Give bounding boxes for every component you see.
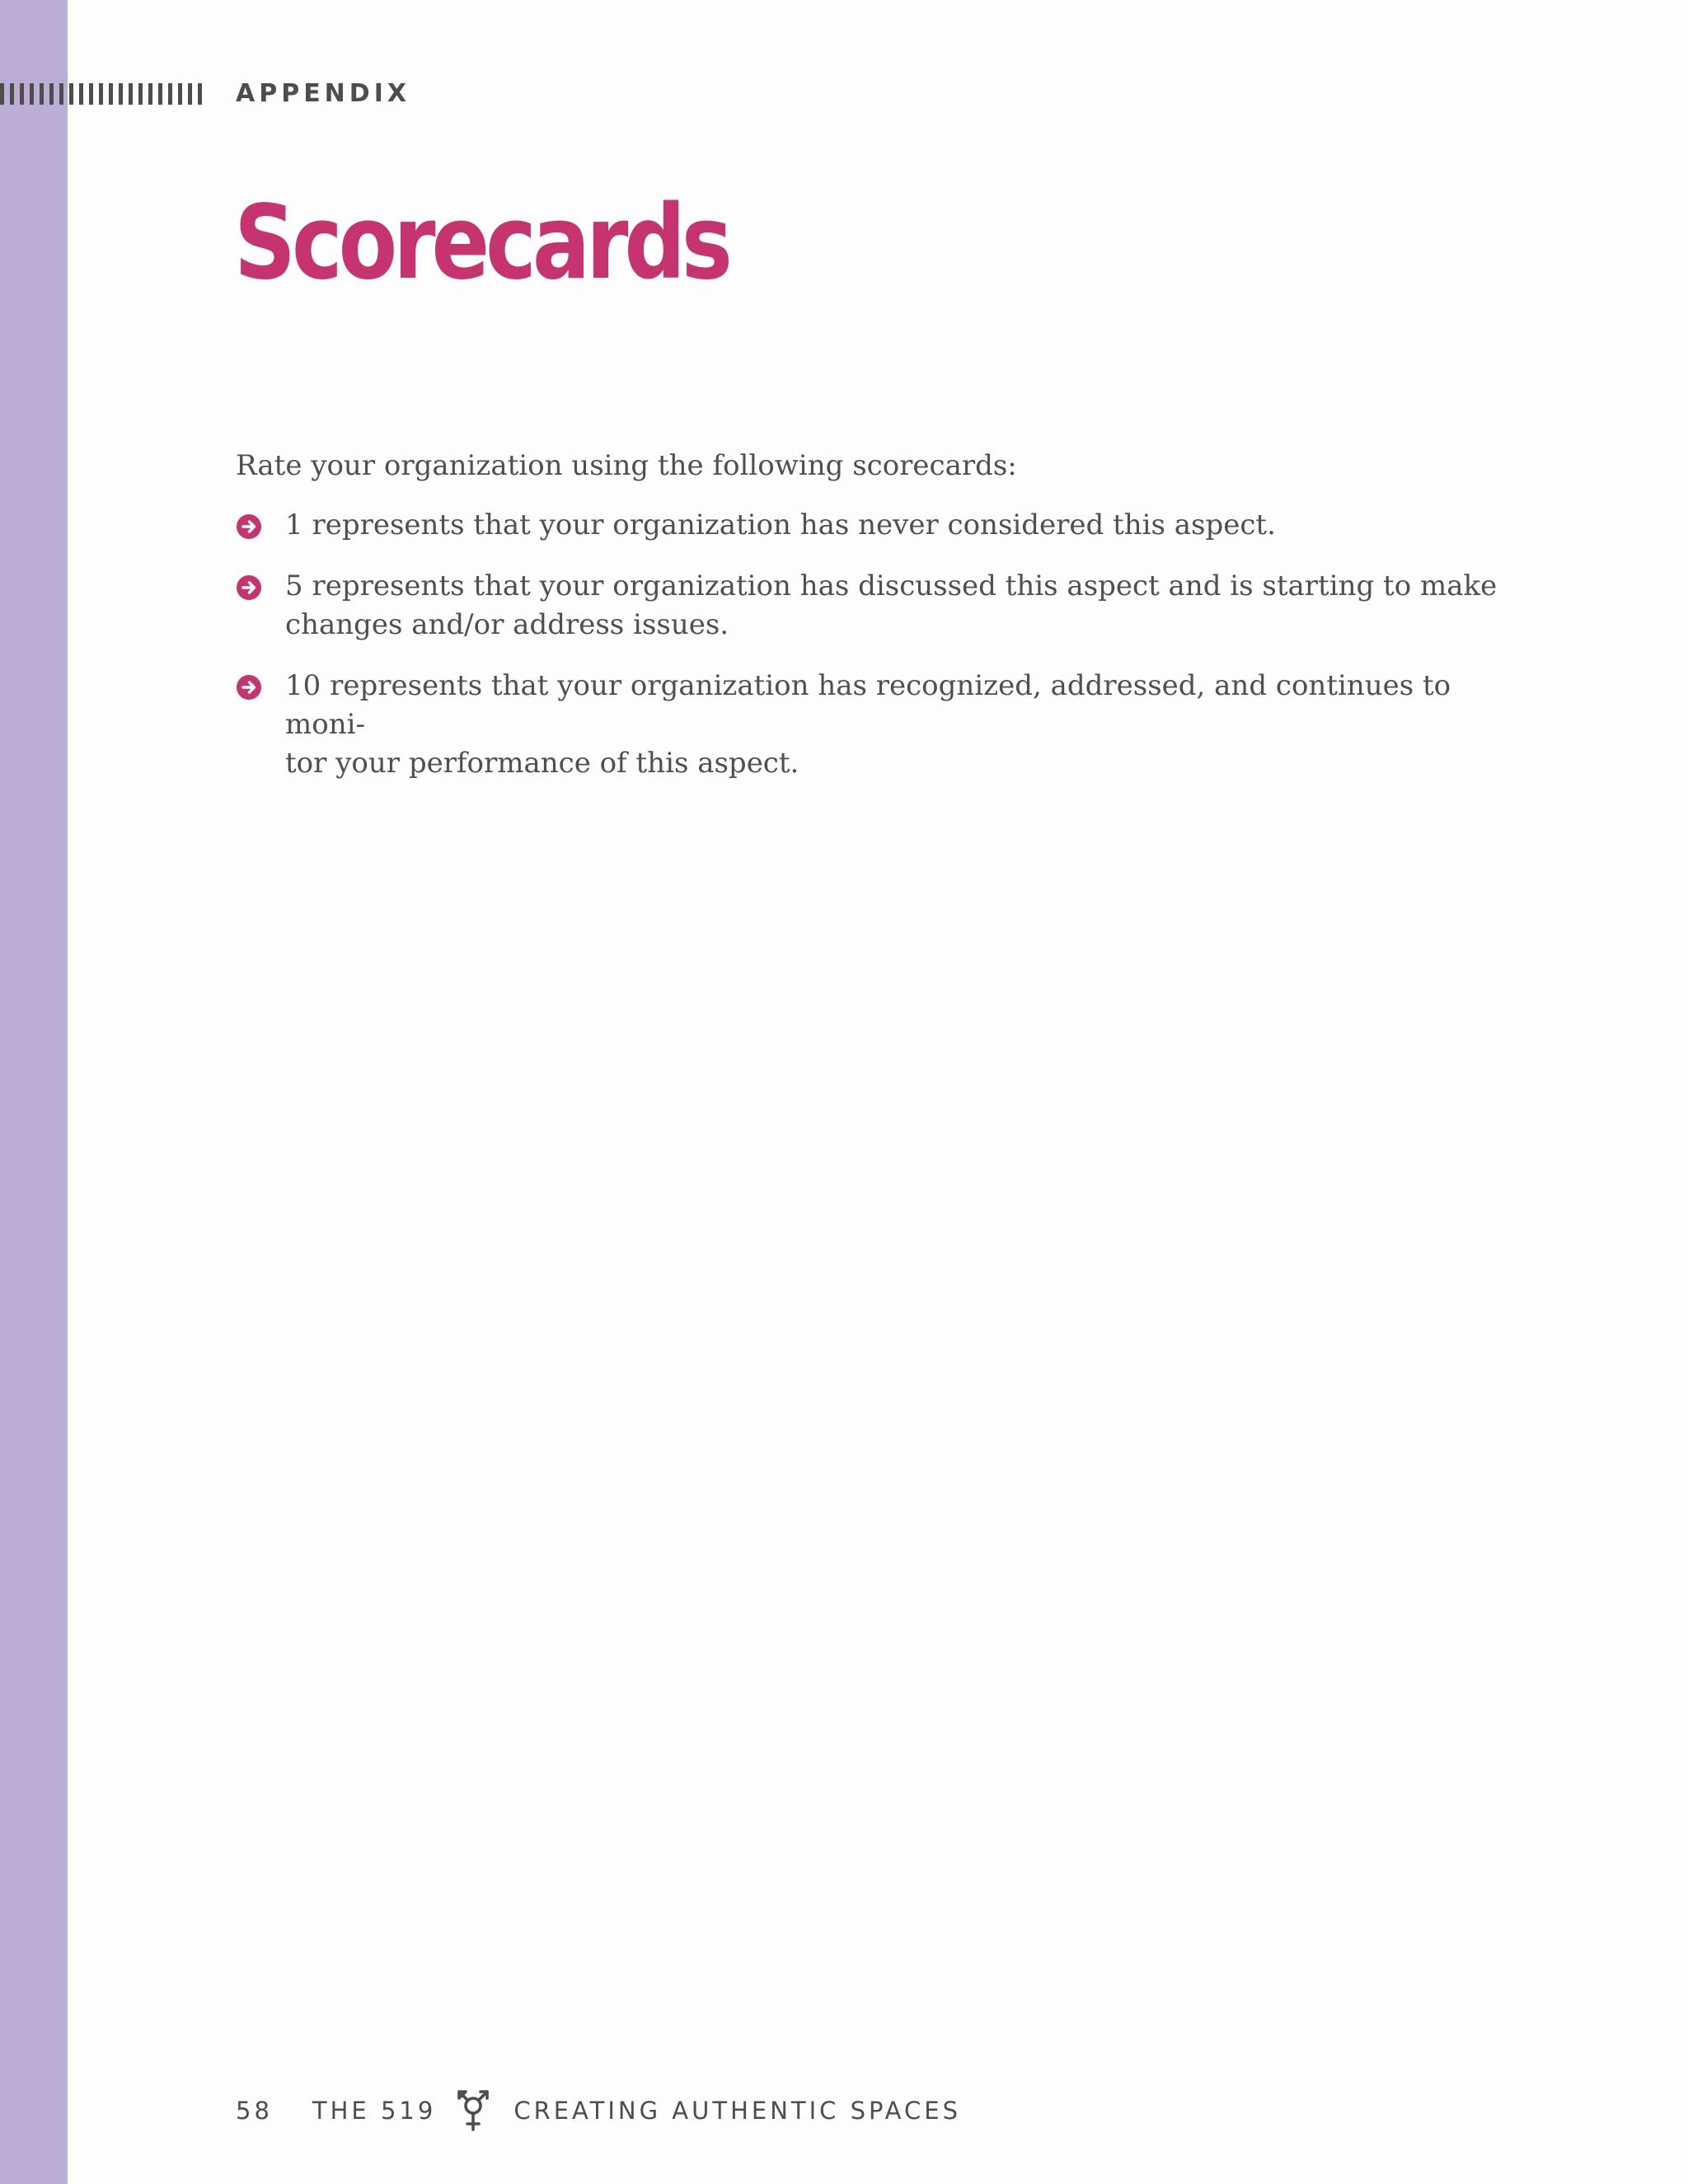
organization-name: THE 519: [312, 2097, 437, 2125]
bullet-text: 5 represents that your organization has discussed this aspect and is starting to make changes and/or address issues.: [285, 569, 1498, 641]
intro-text: Rate your organization using the following scorecards:: [236, 449, 1017, 482]
bullet-text: 10 represents that your organization has recognized, addressed, and continues to moni- tor your performance of this aspect.: [285, 669, 1451, 780]
list-item: [236, 667, 1505, 783]
list-item: [236, 567, 1505, 644]
page-number: 58: [236, 2097, 273, 2125]
bullet-text: 1 represents that your organization has never considered this aspect.: [285, 509, 1276, 541]
page-title: Scorecards: [234, 184, 729, 302]
bullet-list: [236, 506, 1505, 805]
arrow-circle-right-icon: [236, 674, 262, 701]
section-label: APPENDIX: [236, 79, 410, 108]
transgender-symbol-icon: [454, 2088, 492, 2134]
publication-title: CREATING AUTHENTIC SPACES: [513, 2097, 961, 2125]
list-item: [236, 506, 1505, 545]
arrow-circle-right-icon: [236, 574, 262, 601]
page-footer: [236, 2088, 961, 2134]
arrow-circle-right-icon: [236, 513, 262, 540]
left-side-band: [0, 0, 68, 2184]
header-tick-marks: [0, 83, 203, 105]
